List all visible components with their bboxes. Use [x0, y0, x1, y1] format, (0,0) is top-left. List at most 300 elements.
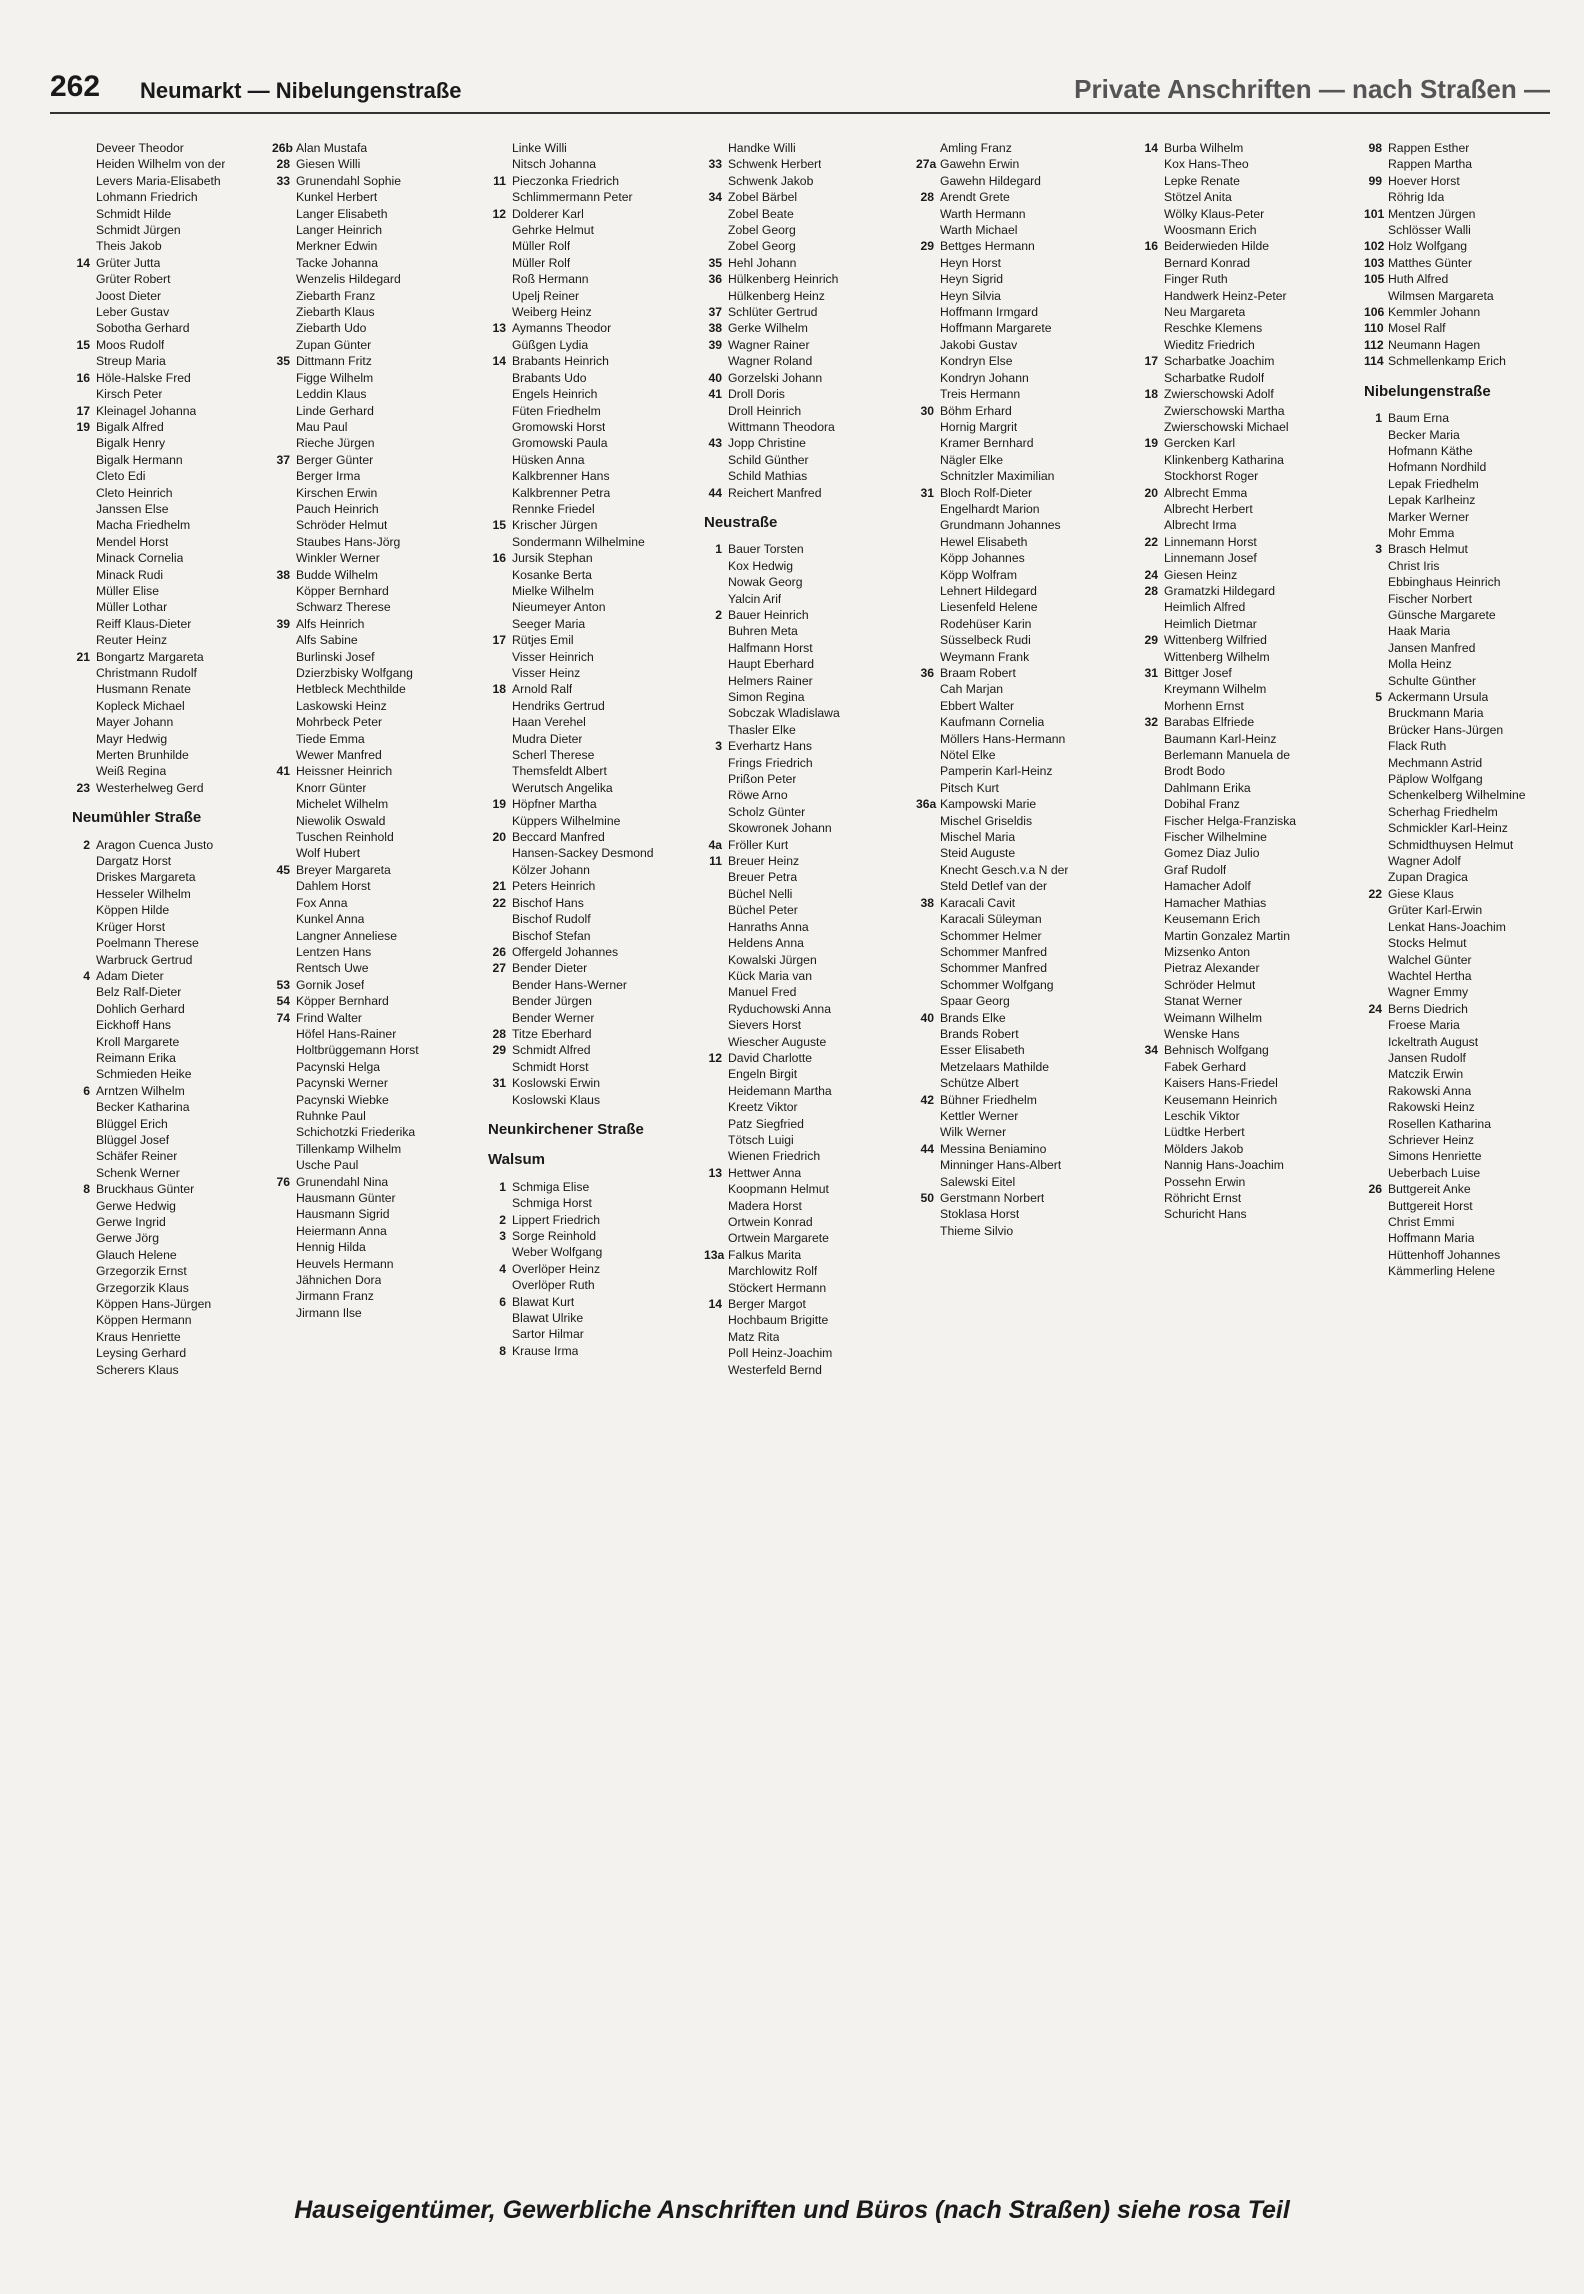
resident-name: Fox Anna [296, 895, 348, 910]
resident-name: Stöckert Hermann [728, 1280, 827, 1295]
resident-name: Brabants Heinrich [512, 354, 609, 369]
house-number [1364, 919, 1382, 935]
resident-name: Karacali Cavit [940, 895, 1016, 910]
house-number [488, 1059, 506, 1075]
resident-name: Levers Maria-Elisabeth [96, 173, 221, 188]
directory-entry [916, 517, 1130, 533]
resident-name: Küppers Wilhelmine [512, 813, 621, 828]
house-number [1364, 1066, 1382, 1082]
house-number [1140, 878, 1158, 894]
resident-name: Hanraths Anna [728, 919, 809, 934]
resident-name: Schichotzki Friederika [296, 1125, 416, 1140]
house-number: 18 [492, 682, 506, 697]
resident-name: Adam Dieter [96, 968, 164, 983]
house-number: 4 [499, 1261, 506, 1276]
house-number: 15 [492, 518, 506, 533]
resident-name: Brands Elke [940, 1010, 1006, 1025]
house-number [72, 386, 90, 402]
resident-name: Kunkel Anna [296, 912, 365, 927]
directory-entry [704, 640, 910, 656]
resident-name: Ziebarth Udo [296, 321, 367, 336]
resident-name: Streup Maria [96, 354, 166, 369]
house-number [272, 189, 290, 205]
resident-name: Leysing Gerhard [96, 1346, 187, 1361]
directory-entry [1364, 689, 1560, 705]
resident-name: Blawat Kurt [512, 1294, 575, 1309]
directory-entry [1364, 1099, 1560, 1115]
house-number: 22 [1144, 534, 1158, 549]
directory-entry [272, 1239, 482, 1255]
resident-name: Schlimmermann Peter [512, 190, 633, 205]
resident-name: Zwierschowski Martha [1164, 403, 1285, 418]
directory-entry [272, 649, 482, 665]
house-number: 28 [1144, 583, 1158, 598]
directory-entry [704, 238, 910, 254]
resident-name: Finger Ruth [1164, 272, 1228, 287]
resident-name: Westerfeld Bernd [728, 1362, 822, 1377]
directory-entry [1140, 960, 1356, 976]
directory-entry [916, 1141, 1130, 1157]
house-number [1140, 681, 1158, 697]
resident-name: Hansen-Sackey Desmond [512, 846, 654, 861]
directory-entry [488, 534, 698, 550]
resident-name: Janssen Else [96, 501, 169, 516]
resident-name: Holz Wolfgang [1388, 239, 1468, 254]
house-number [916, 222, 934, 238]
house-number [72, 353, 90, 369]
directory-entry [1364, 304, 1560, 320]
directory-entry [1140, 862, 1356, 878]
house-number [272, 845, 290, 861]
resident-name: Merten Brunhilde [96, 748, 189, 763]
house-number [916, 353, 934, 369]
resident-name: Hüttenhoff Johannes [1388, 1247, 1501, 1262]
resident-name: Matczik Erwin [1388, 1067, 1464, 1082]
resident-name: Heidemann Martha [728, 1083, 832, 1098]
directory-entry [704, 787, 910, 803]
directory-entry [1140, 140, 1356, 156]
directory-entry [1364, 1066, 1560, 1082]
directory-entry [72, 468, 268, 484]
resident-name: Gomez Diaz Julio [1164, 846, 1260, 861]
directory-entry [72, 288, 268, 304]
resident-name: Cleto Heinrich [96, 485, 173, 500]
directory-entry [272, 1010, 482, 1026]
resident-name: Keusemann Erich [1164, 912, 1261, 927]
resident-name: Reichert Manfred [728, 485, 822, 500]
house-number [1364, 1148, 1382, 1164]
resident-name: Reiff Klaus-Dieter [96, 616, 192, 631]
house-number [72, 1263, 90, 1279]
resident-name: Brodt Bodo [1164, 764, 1225, 779]
directory-entry [704, 869, 910, 885]
resident-name: Berger Günter [296, 452, 374, 467]
resident-name: Wolf Hubert [296, 846, 361, 861]
directory-entry [272, 1174, 482, 1190]
resident-name: Lehnert Hildegard [940, 583, 1037, 598]
house-number [1364, 738, 1382, 754]
directory-entry [1364, 1247, 1560, 1263]
house-number [1140, 731, 1158, 747]
resident-name: Hülkenberg Heinz [728, 288, 825, 303]
house-number: 29 [1144, 633, 1158, 648]
directory-entry [72, 156, 268, 172]
directory-entry [704, 156, 910, 172]
house-number [1364, 189, 1382, 205]
resident-name: Mau Paul [296, 419, 348, 434]
house-number [1364, 787, 1382, 803]
directory-entry [1364, 886, 1560, 902]
resident-name: Moos Rudolf [96, 337, 165, 352]
house-number [272, 665, 290, 681]
house-number [1364, 755, 1382, 771]
house-number [916, 583, 934, 599]
house-number [1140, 271, 1158, 287]
directory-entry [1364, 607, 1560, 623]
directory-entry [1140, 878, 1356, 894]
resident-name: Hetbleck Mechthilde [296, 682, 406, 697]
resident-name: Wenzelis Hildegard [296, 272, 401, 287]
house-number [1140, 156, 1158, 172]
resident-name: Warbruck Gertrud [96, 952, 193, 967]
directory-entry [704, 140, 910, 156]
directory-entry [916, 944, 1130, 960]
resident-name: Schmidt Hilde [96, 206, 172, 221]
directory-entry [704, 435, 910, 451]
directory-entry [72, 837, 268, 853]
house-number: 28 [492, 1026, 506, 1041]
resident-name: Dargatz Horst [96, 854, 172, 869]
directory-entry [704, 1230, 910, 1246]
house-number [272, 1157, 290, 1173]
directory-entry [272, 1042, 482, 1058]
resident-name: Arnold Ralf [512, 682, 573, 697]
directory-entry [272, 829, 482, 845]
resident-name: Weiß Regina [96, 764, 167, 779]
section-title: Private Anschriften — nach Straßen — [1074, 74, 1550, 104]
resident-name: Hofmann Käthe [1388, 443, 1473, 458]
house-number [488, 468, 506, 484]
house-number [488, 271, 506, 287]
resident-name: Kalkbrenner Hans [512, 469, 610, 484]
house-number [1364, 427, 1382, 443]
directory-entry [704, 1017, 910, 1033]
directory-entry [916, 1157, 1130, 1173]
house-number [916, 1124, 934, 1140]
house-number [272, 928, 290, 944]
resident-name: Heyn Sigrid [940, 272, 1003, 287]
directory-entry [1140, 1108, 1356, 1124]
resident-name: Bender Dieter [512, 961, 588, 976]
resident-name: Kölzer Johann [512, 862, 590, 877]
directory-entry [916, 403, 1130, 419]
directory-entry [916, 813, 1130, 829]
footer-note: Hauseigentümer, Gewerbliche Anschriften und Büros (nach Straßen) siehe rosa Teil [294, 2196, 1290, 2224]
house-number [704, 1066, 722, 1082]
directory-entry [488, 829, 698, 845]
resident-name: Nieumeyer Anton [512, 600, 606, 615]
resident-name: Reuter Heinz [96, 633, 168, 648]
directory-entry [488, 895, 698, 911]
house-number: 13 [708, 1165, 722, 1180]
resident-name: Klinkenberg Katharina [1164, 452, 1284, 467]
house-number [488, 222, 506, 238]
house-number: 30 [920, 403, 934, 418]
directory-entry [1364, 1263, 1560, 1279]
directory-entry [916, 763, 1130, 779]
directory-entry [1364, 574, 1560, 590]
house-number [916, 1042, 934, 1058]
house-number: 29 [492, 1043, 506, 1058]
resident-name: Simons Henriette [1388, 1149, 1482, 1164]
directory-entry [1140, 304, 1356, 320]
directory-entry [488, 911, 698, 927]
directory-entry [488, 255, 698, 271]
house-number: 21 [76, 649, 90, 664]
directory-entry [916, 649, 1130, 665]
house-number: 14 [492, 354, 506, 369]
resident-name: Wittmann Theodora [728, 419, 835, 434]
house-number [704, 952, 722, 968]
resident-name: Blawat Ulrike [512, 1311, 584, 1326]
directory-entry [488, 1294, 698, 1310]
house-number [272, 1075, 290, 1091]
resident-name: Grüter Jutta [96, 255, 161, 270]
resident-name: Poll Heinz-Joachim [728, 1346, 833, 1361]
house-number [72, 902, 90, 918]
directory-entry [72, 763, 268, 779]
directory-entry [272, 468, 482, 484]
directory-entry [916, 977, 1130, 993]
resident-name: Ebbinghaus Heinrich [1388, 575, 1501, 590]
house-number: 114 [1364, 354, 1384, 369]
directory-entry [916, 567, 1130, 583]
directory-entry [272, 419, 482, 435]
directory-entry [72, 485, 268, 501]
house-number [704, 173, 722, 189]
house-number [916, 517, 934, 533]
directory-entry [916, 1190, 1130, 1206]
house-number [916, 255, 934, 271]
directory-entry [704, 255, 910, 271]
directory-entry [1140, 944, 1356, 960]
house-number [488, 534, 506, 550]
resident-name: Frings Friedrich [728, 755, 813, 770]
directory-entry [704, 1165, 910, 1181]
house-number [1140, 288, 1158, 304]
house-number [1364, 1050, 1382, 1066]
resident-name: Mechmann Astrid [1388, 755, 1483, 770]
directory-entry [488, 189, 698, 205]
resident-name: Berger Irma [296, 469, 361, 484]
resident-name: Werutsch Angelika [512, 780, 613, 795]
house-number: 20 [1144, 485, 1158, 500]
house-number [72, 1017, 90, 1033]
directory-entry [272, 370, 482, 386]
directory-entry [1140, 845, 1356, 861]
resident-name: Rakowski Heinz [1388, 1100, 1475, 1115]
house-number [1364, 222, 1382, 238]
directory-entry [916, 206, 1130, 222]
resident-name: Kreetz Viktor [728, 1100, 798, 1115]
directory-entry [704, 673, 910, 689]
resident-name: Köpper Bernhard [296, 994, 389, 1009]
house-number [272, 1239, 290, 1255]
resident-name: Sorge Reinhold [512, 1229, 597, 1243]
resident-name: Westerhelweg Gerd [96, 780, 204, 795]
resident-name: Huth Alfred [1388, 272, 1449, 287]
resident-name: Lepak Friedhelm [1388, 476, 1479, 491]
resident-name: Sievers Horst [728, 1018, 802, 1033]
directory-entry [72, 853, 268, 869]
house-number [488, 255, 506, 271]
directory-entry [488, 501, 698, 517]
directory-entry [488, 386, 698, 402]
directory-entry [72, 1214, 268, 1230]
directory-entry [488, 796, 698, 812]
resident-name: Michelet Wilhelm [296, 797, 389, 812]
house-number [72, 984, 90, 1000]
resident-name: Helmers Rainer [728, 673, 813, 688]
resident-name: Ebbert Walter [940, 698, 1015, 713]
resident-name: Sobczak Wladislawa [728, 706, 840, 721]
resident-name: Wienen Friedrich [728, 1149, 821, 1164]
directory-entry [488, 550, 698, 566]
resident-name: Jähnichen Dora [296, 1273, 382, 1288]
resident-name: Pauch Heinrich [296, 501, 379, 516]
house-number [488, 140, 506, 156]
house-number [916, 698, 934, 714]
house-number [488, 862, 506, 878]
directory-entry [1140, 156, 1356, 172]
directory-entry [1364, 410, 1560, 426]
house-number: 21 [492, 879, 506, 894]
house-number [1364, 984, 1382, 1000]
house-number: 14 [1144, 141, 1158, 155]
resident-name: Lohmann Friedrich [96, 190, 198, 205]
directory-entry [1140, 435, 1356, 451]
house-number [704, 902, 722, 918]
resident-name: Mischel Maria [940, 830, 1016, 845]
directory-entry [1140, 288, 1356, 304]
resident-name: Scharbatke Rudolf [1164, 370, 1265, 385]
house-number [916, 944, 934, 960]
house-number [488, 304, 506, 320]
directory-entry [1364, 673, 1560, 689]
house-number [704, 656, 722, 672]
house-number: 27 [492, 961, 506, 976]
resident-name: Gromowski Horst [512, 419, 606, 434]
house-number [1140, 1075, 1158, 1091]
house-number [1140, 813, 1158, 829]
directory-entry [272, 1059, 482, 1075]
resident-name: Langer Heinrich [296, 223, 383, 238]
house-number [72, 173, 90, 189]
directory-entry [272, 403, 482, 419]
resident-name: Minack Rudi [96, 567, 164, 582]
house-number [1364, 509, 1382, 525]
directory-entry [704, 804, 910, 820]
house-number [1140, 501, 1158, 517]
resident-name: Hausmann Günter [296, 1191, 396, 1205]
directory-entry [488, 583, 698, 599]
directory-entry [916, 1092, 1130, 1108]
directory-entry [704, 468, 910, 484]
house-number [488, 452, 506, 468]
resident-name: Röhrig Ida [1388, 190, 1445, 205]
house-number [704, 1230, 722, 1246]
house-number [704, 1034, 722, 1050]
directory-entry [488, 1075, 698, 1091]
resident-name: Krischer Jürgen [512, 518, 598, 533]
house-number [916, 878, 934, 894]
house-number [1140, 911, 1158, 927]
directory-entry [272, 517, 482, 533]
resident-name: Ziebarth Klaus [296, 305, 375, 320]
house-number [72, 1050, 90, 1066]
resident-name: Müller Rolf [512, 255, 571, 270]
resident-name: Kaufmann Cornelia [940, 715, 1045, 730]
house-number [704, 804, 722, 820]
resident-name: Handke Willi [728, 141, 796, 155]
house-number [704, 755, 722, 771]
resident-name: Hoffmann Irmgard [940, 305, 1038, 320]
house-number [1364, 1214, 1382, 1230]
house-number [1140, 1026, 1158, 1042]
resident-name: Arendt Grete [940, 190, 1010, 205]
directory-entry [72, 919, 268, 935]
house-number [72, 1198, 90, 1214]
directory-entry [916, 895, 1130, 911]
directory-entry [1140, 1124, 1356, 1140]
resident-name: Weymann Frank [940, 649, 1030, 664]
directory-entry [704, 1132, 910, 1148]
resident-name: Gerstmann Norbert [940, 1191, 1045, 1205]
resident-name: Kunkel Herbert [296, 190, 378, 205]
house-number [488, 747, 506, 763]
house-number [488, 337, 506, 353]
resident-name: Müller Rolf [512, 239, 571, 254]
house-number [488, 649, 506, 665]
house-number [272, 386, 290, 402]
resident-name: Kraus Henriette [96, 1329, 181, 1344]
directory-entry [916, 1124, 1130, 1140]
house-number [72, 517, 90, 533]
resident-name: Krüger Horst [96, 919, 166, 934]
directory-entry [488, 747, 698, 763]
directory-entry [916, 320, 1130, 336]
directory-entry [704, 1329, 910, 1345]
directory-entry [488, 140, 698, 156]
directory-entry [72, 386, 268, 402]
house-number [704, 787, 722, 803]
house-number [1364, 459, 1382, 475]
resident-name: Falkus Marita [728, 1247, 802, 1262]
resident-name: Wittenberg Wilfried [1164, 633, 1267, 648]
directory-entry [916, 353, 1130, 369]
house-number [704, 1280, 722, 1296]
directory-entry [1364, 984, 1560, 1000]
house-number: 31 [1144, 666, 1158, 680]
directory-entry [272, 845, 482, 861]
directory-entry [72, 189, 268, 205]
resident-name: Schmidt Horst [512, 1059, 589, 1074]
directory-entry [488, 1042, 698, 1058]
house-number [72, 583, 90, 599]
house-number [1140, 796, 1158, 812]
directory-entry [72, 271, 268, 287]
resident-name: Dobihal Franz [1164, 797, 1240, 812]
